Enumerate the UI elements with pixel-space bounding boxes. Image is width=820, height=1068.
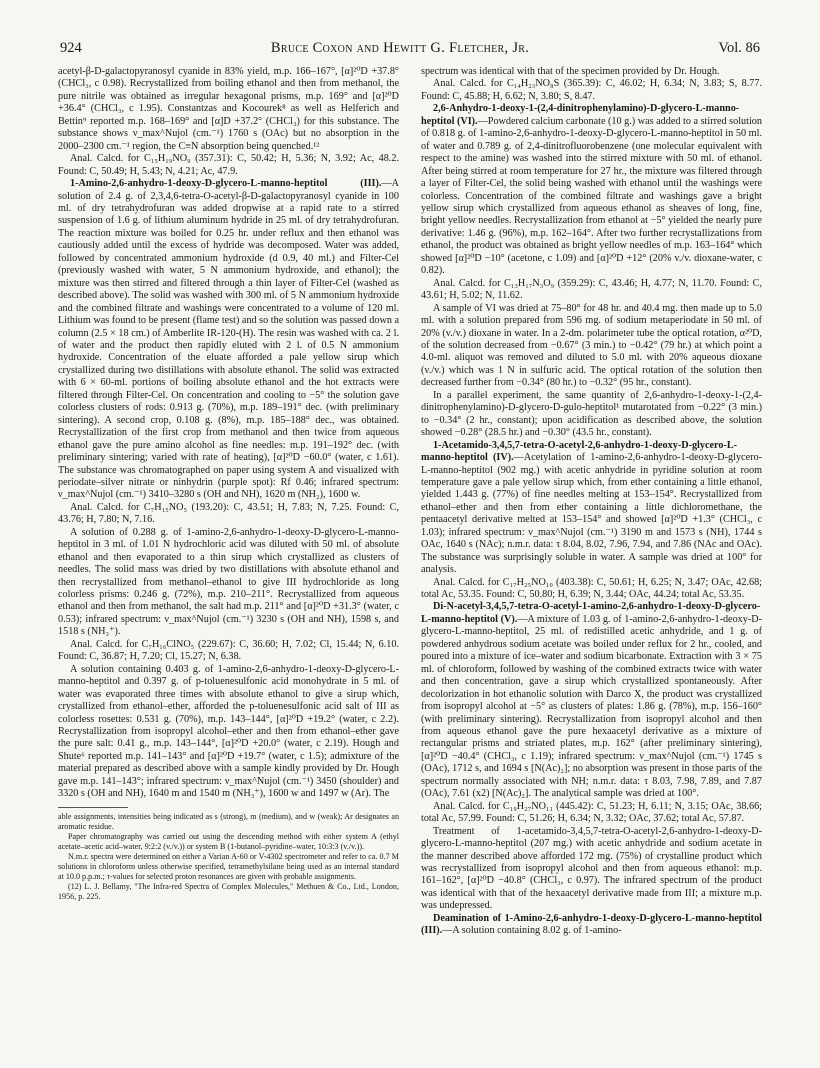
experimental-section xyxy=(421,440,762,577)
footnote: able assignments, intensities being indicated as s (strong), m (medium), and w (weak); Ar designates an aromatic residue. xyxy=(58,811,399,831)
volume-number: Vol. 86 xyxy=(718,40,760,56)
paragraph: Anal. Calcd. for C₇H₁₅NO₅ (193.20): C, 43.51; H, 7.83; N, 7.25. Found: C, 43.76; H, 7.80; N, 7.16. xyxy=(58,501,399,526)
running-head xyxy=(60,40,760,57)
paragraph: Anal. Calcd. for C₁₃H₁₇N₃O₉ (359.29): C, 43.46; H, 4.77; N, 11.70. Found: C, 43.61; H, 5.02; N, 11.62. xyxy=(421,277,762,302)
paragraph: A solution of 0.288 g. of 1-amino-2,6-anhydro-1-deoxy-D-glycero-L-manno-heptitol in 3 ml. of 1.01 N hydrochloric acid was diluted with 50 ml. of absolute ethanol and then evaporated to a thin sirup which crystallized as clusters of needles. The solid mass was dried by two distillations with absolute ethanol and then recrystallized from methanol–ethanol to give III hydrochloride as long colorless prisms: 0.246 g. (72%), m.p. 210–211°. Recrystallized from aqueous ethanol and then from methanol, the salt had m.p. 211° and [α]²⁰D +31.3° (water, c 0.53); infrared spectrum: ν_max^Nujol (cm.⁻¹) 3230 s (OH and NH), 1598 s, and 1518 s (NH₃⁺). xyxy=(58,526,399,638)
experimental-section xyxy=(421,601,762,800)
paragraph: A solution containing 0.403 g. of 1-amino-2,6-anhydro-1-deoxy-D-glycero-L-manno-heptitol and 0.397 g. of p-toluenesulfonic acid monohydrate in 5 ml. of water was evaporated three times with absolute ethanol to give a sirup which, crystallized from ethanol–ether, afforded the p-toluenesulfonic acid salt of III as colorless rosettes: 0.531 g. (70%), m.p. 143–144°, [α]²⁰D +19.2° (water, c 2.2). Recrystallization from isopropyl alcohol–ether and then from ethanol–ether gave the pure salt: 0.41 g., m.p. 143–144°, [α]²⁰D +20.0° (water, c 2.19). Hough and Shute⁶ reported m.p. 141–143° and [α]²⁰D +19.7° (water, c 1.5); admixture of the material prepared as described above with a sample kindly provided by Dr. Hough gave m.p. 141–143°; infrared spectrum: ν_max^Nujol (cm.⁻¹) 3450 (shoulder) and 3320 s (OH and NH), 1640 m and 1540 m (NH₃⁺), 1600 w and 1497 w (Ar). The xyxy=(58,663,399,800)
compound-heading: 1-Amino-2,6-anhydro-1-deoxy-D-glycero-L-manno-heptitol (III). xyxy=(70,178,382,190)
footnote-divider xyxy=(58,807,128,808)
paragraph: Anal. Calcd. for C₇H₁₆ClNO₅ (229.67): C, 36.60; H, 7.02; Cl, 15.44; N, 6.10. Found: C, 36.87; H, 7.20; Cl, 15.27; N, 6.38. xyxy=(58,638,399,663)
section-text: —Powdered calcium carbonate (10 g.) was added to a stirred solution of 0.818 g. of 1-amino-2,6-anhydro-1-deoxy-D-glycero-L-manno-heptitol in 50 ml. of water and 0.789 g. of 2,4-dinitrofluorobenzene (one molecular equivalent with respect to the amine) was washed into the stirred mixture with 50 ml. of ethanol. After being stirred at room temperature for 27 hr., the mixture was filtered through a layer of Filter-Cel, the solid being washed with ethanol until the washings were colorless. Concentration of the combined filtrate and washings gave a bright yellow sirup which crystallized from aqueous ethanol as sheaves of long, fine, bright yellow needles. Recrystallization from ethanol at −5° yielded the nearly pure derivative: 1.46 g. (96%), m.p. 162–164°. After two further recrystallizations from ethanol, the product was obtained as bright yellow needles of m.p. 163–164° which showed [α]²⁰D −10° (acetone, c 1.09) and [α]²⁰D +12° (20% v./v. dioxane-water, c 0.82). xyxy=(421,115,762,277)
experimental-section xyxy=(58,178,399,502)
paragraph: Anal. Calcd. for C₁₅H₁₉NO₉ (357.31): C, 50.42; H, 5.36; N, 3.92; Ac, 48.2. Found: C, 50.49; H, 5.43; N, 4.21; Ac, 47.9. xyxy=(58,153,399,177)
experimental-section xyxy=(421,913,762,938)
paragraph: A sample of VI was dried at 75–80° for 48 hr. and 40.4 mg. then made up to 5.0 ml. with a solution prepared from 596 mg. of sodium metaperiodate in 50 ml. of 20% (v./v.) dioxane in water. In a 2-dm. polarimeter tube the optical rotation, α²⁰D, of the solution decreased from −0.67° (3 min.) to −0.42° (79 hr.) at which point a 4.0-ml. aliquot was removed and diluted to 5.0 ml. with 20% aqueous dioxane (v./v.) which was 1 N in sulfuric acid. The optical rotation of the solution then decreased further from −0.34° (80 hr.) to −0.32° (95 hr., constant). xyxy=(421,302,762,389)
left-column xyxy=(58,66,399,1052)
section-text: —A solution of 2.4 g. of 2,3,4,6-tetra-O-acetyl-β-D-galactopyranosyl cyanide in 100 ml. of dry tetrahydrofuran was added dropwise at a rapid rate to a stirred suspension of 1.6 g. of lithium aluminum hydride in 25 ml. of dry tetrahydrofuran. The reaction mixture was boiled for 0.25 hr. under reflux and then ethanol was cautiously added until the excess of hydride was decomposed. Water was added, followed by concentrated ammonium hydroxide (d 0.9, 40 ml.) and Filter-Cel (previously washed with water, 5 N ammonium hydroxide, and ethanol); the mixture was then stirred and filtered through a thin layer of Filter-Cel (washed as described above). The solid was washed with 300 ml. of 5 N ammonium hydroxide and the combined filtrate and washings were concentrated to a volume of 120 ml. Lithium was found to be present (flame test) and so the solution was passed down a column (2.5 × 18 cm.) of Amberlite IR-120-(H). The resin was washed with ca. 2 l. of water and the product then rapidly eluted with 2 l. of 0.5 N ammonium hydroxide. Concentration of the eluate afforded a pale yellow sirup which crystallized during two distillations with absolute ethanol. The solid was extracted with 6 × 60-ml. portions of boiling absolute ethanol and the hot extracts were filtered through Filter-Cel. On concentration and cooling to −5° the solution gave colorless clusters of rods: 0.913 g. (70%), m.p. 189–191° dec. (with preliminary sintering). A second crop, 0.108 g. (8%), m.p. 185–188° dec., was obtained. Recrystallization of the first crop from methanol and then twice from aqueous ethanol gave the pure amino alcohol as fine needles: m.p. 191–192° dec. (with preliminary sintering; varied with rate of heating), [α]²⁰D −60.0° (water, c 1.61). The substance was chromatographed on paper using system A and visualized with periodate–silver nitrate or ninhydrin (purple spot): Rf 0.46; infrared spectrum: ν_max^Nujol (cm.⁻¹) 3410–3280 s (OH and NH), 1620 m (NH₂), 1600 w. xyxy=(58,178,399,501)
footnote: Paper chromatography was carried out using the descending method with either system A (ethyl acetate–acetic acid–water, 9:2:2 (v./v.)) or system B (1-butanol–pyridine–water, 10:3:3 (v./v.)). xyxy=(58,831,399,851)
compound-heading: Deamination of 1-Amino-2,6-anhydro-1-deoxy-D-glycero-L-manno-heptitol (III). xyxy=(421,912,762,937)
paragraph-continuation: spectrum was identical with that of the specimen provided by Dr. Hough. xyxy=(421,66,720,77)
paragraph: Treatment of 1-acetamido-3,4,5,7-tetra-O-acetyl-2,6-anhydro-1-deoxy-D-glycero-L-manno-heptitol (207 mg.) with acetic anhydride and sodium acetate in the manner described above afforded 172 mg. (75%) of crystalline product which was recrystallized from isopropyl alcohol and then from aqueous ethanol: m.p. 161–162°, [α]²⁰D −40.8° (CHCl₃, c 0.97). The infrared spectrum of the product was identical with that of the hexaacetyl derivative made from III; a mixture m.p. was undepressed. xyxy=(421,825,762,912)
footnote: (12) L. J. Bellamy, "The Infra-red Spectra of Complex Molecules," Methuen & Co., Ltd., London, 1956, p. 225. xyxy=(58,881,399,901)
paragraph-continuation: acetyl-β-D-galactopyranosyl cyanide in 83% yield, m.p. 166–167°, [α]²⁰D +37.8° (CHCl₃, c 0.98). Recrystallized from boiling ethanol and then from methanol, the pure nitrile was obtained as irregular hexagonal prisms, m.p. 169° and [α]²⁰D +36.4° (CHCl₃, c 1.95). Constantzas and Kocourek⁸ as well as Helferich and Bettin⁹ reported m.p. 168–169° and [α]D +37.2° (CHCl₃) for this substance. The substance shows ν_max^Nujol (cm.⁻¹) 1760 s (OAc) but no absorption in the 2000–2300 cm.⁻¹ region, the C≡N absorption being quenched.¹² xyxy=(58,66,399,152)
compound-heading: 2,6-Anhydro-1-deoxy-1-(2,4-dinitrophenylamino)-D-glycero-L-manno-heptitol (VI). xyxy=(421,103,740,127)
paragraph: Anal. Calcd. for C₁₄H₂₃NO₈S (365.39): C, 46.02; H, 6.34; N, 3.83; S, 8.77. Found: C, 45.88; H, 6.62; N, 3.80; S, 8.47. xyxy=(421,78,762,102)
section-text: —A mixture of 1.03 g. of 1-amino-2,6-anhydro-1-deoxy-D-glycero-L-manno-heptitol, 25 ml. of redistilled acetic anhydride, and 1 g. of powdered anhydrous sodium acetate was boiled under reflux for 2 hr., cooled, and poured into a mixture of ice–water and sodium bicarbonate. Extraction with 3 × 75 ml. of chloroform, followed by washing of the combined extracts twice with water and then concentration, gave a sirup which crystallized spontaneously. After decolorization in hot ethanolic solution with Darco X, the product was crystallized from isopropyl alcohol at −5° as clusters of plates: 1.86 g. (78%), m.p. 156–160° (with preliminary sintering). Recrystallization from isopropyl alcohol and then from aqueous ethanol gave the pure hexaacetyl derivative as a mixture of rectangular prisms and striated plates, m.p. 162° (after preliminary sintering), [α]²⁰D −40.4° (CHCl₃, c 1.19); infrared spectrum: ν_max^Nujol (cm.⁻¹) 1745 s (OAc), 1712 s, and 1694 s [N(Ac)₂]; no absorption was present in those parts of the spectrum normally associated with NH; n.m.r. data: τ 8.03, 7.98, 7.89, and 7.87 (OAc), 7.61 (x2) [N(Ac)₂]. The analytical sample was dried at 100°. xyxy=(421,613,762,800)
section-text: —A solution containing 8.02 g. of 1-amino- xyxy=(442,925,622,937)
paragraph: In a parallel experiment, the same quantity of 2,6-anhydro-1-deoxy-1-(2,4-dinitrophenylamino)-D-glycero-D-gulo-heptitol¹ mutarotated from −0.22° (3 min.) to −0.34° (2 hr., constant); upon acidification as described above, the solution showed −0.28° (28.5 hr.) and −0.30° (43.5 hr., constant). xyxy=(421,389,762,439)
paragraph: Anal. Calcd. for C₁₉H₂₇NO₁₁ (445.42): C, 51.23; H, 6.11; N, 3.15; OAc, 38.66; total Ac, 57.99. Found: C, 51.26; H, 6.34; N, 3.32; OAc, 37.62; total Ac, 57.87. xyxy=(421,800,762,825)
two-column-body xyxy=(58,66,762,1052)
footnote: N.m.r. spectra were determined on either a Varian A-60 or V-4302 spectrometer and refer to ca. 0.7 M solutions in chloroform unless otherwise specified, tetramethylsilane being used as an internal standard at 10.0 p.p.m.; τ-values for selected proton resonances are given with probable assignments. xyxy=(58,851,399,881)
paragraph: Anal. Calcd. for C₁₇H₂₅NO₁₀ (403.38): C, 50.61; H, 6.25; N, 3.47; OAc, 42.68; total Ac, 53.35. Found: C, 50.80; H, 6.39; N, 3.44; OAc, 44.24; total Ac, 53.35. xyxy=(421,576,762,601)
page-number: 924 xyxy=(60,40,82,56)
compound-heading: Di-N-acetyl-3,4,5,7-tetra-O-acetyl-1-amino-2,6-anhydro-1-deoxy-D-glycero-L-manno-heptitol (V). xyxy=(421,601,761,625)
experimental-section xyxy=(421,103,762,277)
running-head-authors: Bruce Coxon and Hewitt G. Fletcher, Jr. xyxy=(270,40,530,56)
right-column xyxy=(421,66,762,1052)
compound-heading: 1-Acetamido-3,4,5,7-tetra-O-acetyl-2,6-anhydro-1-deoxy-D-glycero-L-manno-heptitol (IV). xyxy=(421,439,738,464)
section-text: —Acetylation of 1-amino-2,6-anhydro-1-deoxy-D-glycero-L-manno-heptitol (902 mg.) with acetic anhydride in pyridine solution at room temperature gave a pale yellow sirup which, from ether containing a little ethanol, yielded 1.443 g. (77%) of fine needles melting at 153–154°. Recrystallized from ethanol–ether and then from ether containing a little dichloromethane, the pentaacetyl derivative melted at 153–154° and showed [α]²⁰D +1.3° (CHCl₃, c 1.03); infrared spectrum: ν_max^Nujol (cm.⁻¹) 3190 m and 1573 s (NH), 1744 s OAc, 1640 s (NAc); n.m.r. data: τ 8.04, 8.02, 7.96, 7.94, and 7.86 (NAc and OAc). The substance was surprisingly soluble in water. A sample was dried at 100° for analysis. xyxy=(421,452,762,576)
